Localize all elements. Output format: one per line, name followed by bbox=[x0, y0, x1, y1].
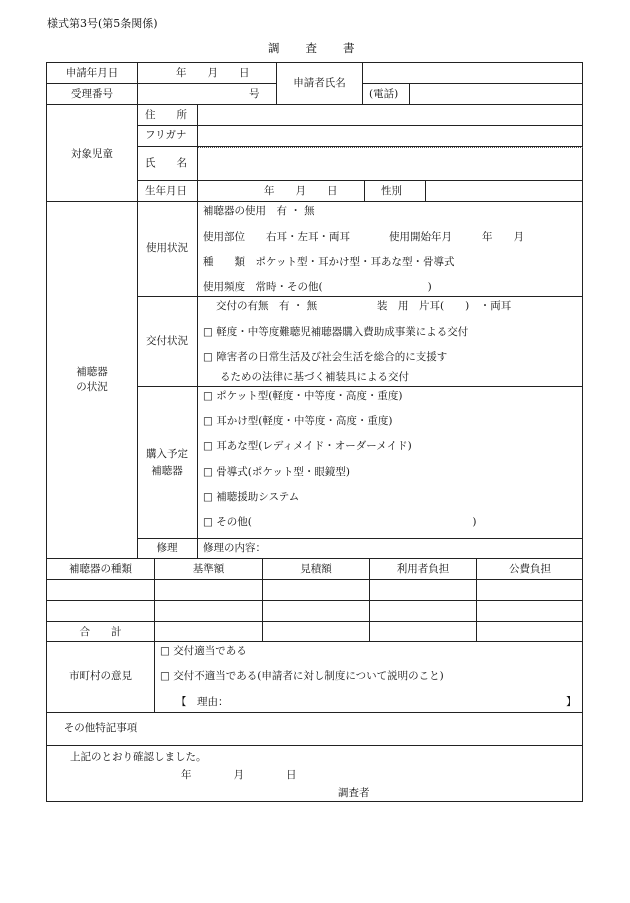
reception-number-field[interactable]: 号 bbox=[249, 88, 260, 100]
usage-type-line[interactable]: 種 類 ポケット型・耳かけ型・耳あな型・骨導式 bbox=[203, 256, 455, 268]
planned-option-pocket[interactable]: □ ポケット型(軽度・中等度・高度・重度) bbox=[203, 390, 403, 402]
sex-label: 性別 bbox=[381, 185, 402, 197]
municipality-opinion-label: 市町村の意見 bbox=[69, 670, 132, 682]
birthdate-label: 生年月日 bbox=[145, 185, 187, 197]
provision-wearing-line[interactable]: 装 用 片耳( ) ・両耳 bbox=[377, 300, 512, 312]
planned-option-in-ear[interactable]: □ 耳あな型(レディメイド・オーダーメイド) bbox=[203, 440, 412, 452]
col-divider bbox=[197, 104, 198, 558]
applicant-name-label: 申請者氏名 bbox=[293, 77, 346, 89]
provision-option-1[interactable]: □ 軽度・中等度難聴児補聴器購入費助成事業による交付 bbox=[203, 326, 469, 338]
cost-header-standard: 基準額 bbox=[192, 563, 225, 575]
investigator-label: 調査者 bbox=[338, 787, 370, 799]
reason-field-label[interactable]: 【 理由： bbox=[176, 696, 229, 708]
cost-header-public-burden: 公費負担 bbox=[509, 563, 551, 575]
row-divider bbox=[46, 641, 583, 642]
col-divider bbox=[362, 62, 363, 104]
birthdate-field[interactable]: 年 月 日 bbox=[264, 185, 338, 197]
provision-option-2[interactable]: □ 障害者の日常生活及び社会生活を総合的に支援す bbox=[203, 351, 448, 363]
row-divider bbox=[46, 621, 583, 622]
opinion-option-inappropriate[interactable]: □ 交付不適当である(申請者に対し制度について説明のこと) bbox=[160, 670, 444, 682]
child-name-label: 氏 名 bbox=[145, 157, 187, 169]
row-divider bbox=[46, 579, 583, 580]
cost-total-label: 合 計 bbox=[79, 626, 122, 638]
row-divider bbox=[46, 745, 583, 746]
provision-presence-line[interactable]: 交付の有無 有 ・ 無 bbox=[216, 300, 318, 312]
planned-option-other[interactable]: □ その他( ) bbox=[203, 516, 477, 528]
confirmation-text: 上記のとおり確認しました。 bbox=[70, 751, 207, 763]
col-divider bbox=[137, 104, 138, 558]
col-divider bbox=[425, 180, 426, 201]
col-divider bbox=[137, 62, 138, 104]
row-divider bbox=[137, 180, 583, 181]
opinion-option-appropriate[interactable]: □ 交付適当である bbox=[160, 645, 247, 657]
row-divider bbox=[46, 600, 583, 601]
cost-header-type: 補聴器の種類 bbox=[69, 563, 132, 575]
page-title: 調 査 書 bbox=[268, 41, 356, 55]
col-divider bbox=[409, 83, 410, 104]
usage-line[interactable]: 補聴器の使用 有 ・ 無 bbox=[203, 205, 315, 217]
row-divider bbox=[46, 558, 583, 559]
phone-label: (電話) bbox=[369, 88, 399, 100]
provision-status-label: 交付状況 bbox=[146, 335, 188, 347]
repair-content-label: 修理の内容： bbox=[203, 542, 266, 554]
usage-status-label: 使用状況 bbox=[146, 242, 188, 254]
planned-option-bone[interactable]: □ 骨導式(ポケット型・眼鏡型) bbox=[203, 466, 350, 478]
usage-start-field[interactable]: 年 月 bbox=[482, 231, 524, 243]
reception-number-label: 受理番号 bbox=[71, 88, 113, 100]
survey-form bbox=[46, 62, 583, 802]
row-divider bbox=[137, 296, 583, 297]
row-divider bbox=[137, 125, 583, 126]
provision-option-2-cont: るための法律に基づく補装具による交付 bbox=[220, 371, 409, 383]
address-label: 住 所 bbox=[145, 109, 187, 121]
application-date-label: 申請年月日 bbox=[65, 67, 119, 79]
form-number: 様式第3号(第5条関係) bbox=[47, 17, 158, 30]
row-divider bbox=[137, 538, 583, 539]
hearing-aid-section-label: 補聴器 bbox=[76, 366, 108, 378]
repair-label: 修理 bbox=[156, 542, 178, 554]
furigana-dotted-line bbox=[197, 147, 583, 148]
col-divider bbox=[154, 558, 155, 712]
row-divider bbox=[46, 712, 583, 713]
row-divider bbox=[362, 83, 583, 84]
planned-aid-label: 補聴器 bbox=[151, 465, 183, 477]
child-section-label: 対象児童 bbox=[71, 148, 113, 160]
row-divider bbox=[46, 201, 583, 202]
row-divider bbox=[46, 104, 583, 105]
cost-header-estimate: 見積額 bbox=[300, 563, 332, 575]
row-divider bbox=[137, 386, 583, 387]
furigana-label: フリガナ bbox=[145, 129, 187, 141]
usage-start-label: 使用開始年月 bbox=[389, 231, 452, 243]
usage-frequency-line[interactable]: 使用頻度 常時・その他( ) bbox=[203, 281, 432, 293]
planned-option-assist[interactable]: □ 補聴援助システム bbox=[203, 491, 300, 503]
cost-header-user-burden: 利用者負担 bbox=[396, 563, 450, 575]
row-divider bbox=[47, 83, 276, 84]
hearing-aid-section-label: の状況 bbox=[76, 381, 108, 393]
planned-aid-label: 購入予定 bbox=[146, 448, 188, 460]
usage-part-line[interactable]: 使用部位 右耳・左耳・両耳 bbox=[203, 231, 350, 243]
application-date-field[interactable]: 年 月 日 bbox=[176, 67, 250, 79]
planned-option-ear-hook[interactable]: □ 耳かけ型(軽度・中等度・高度・重度) bbox=[203, 415, 393, 427]
reason-bracket-close: 】 bbox=[566, 696, 577, 708]
other-notes-label: その他特記事項 bbox=[63, 722, 138, 734]
confirmation-date[interactable]: 年 月 日 bbox=[181, 769, 297, 781]
col-divider bbox=[364, 180, 365, 201]
